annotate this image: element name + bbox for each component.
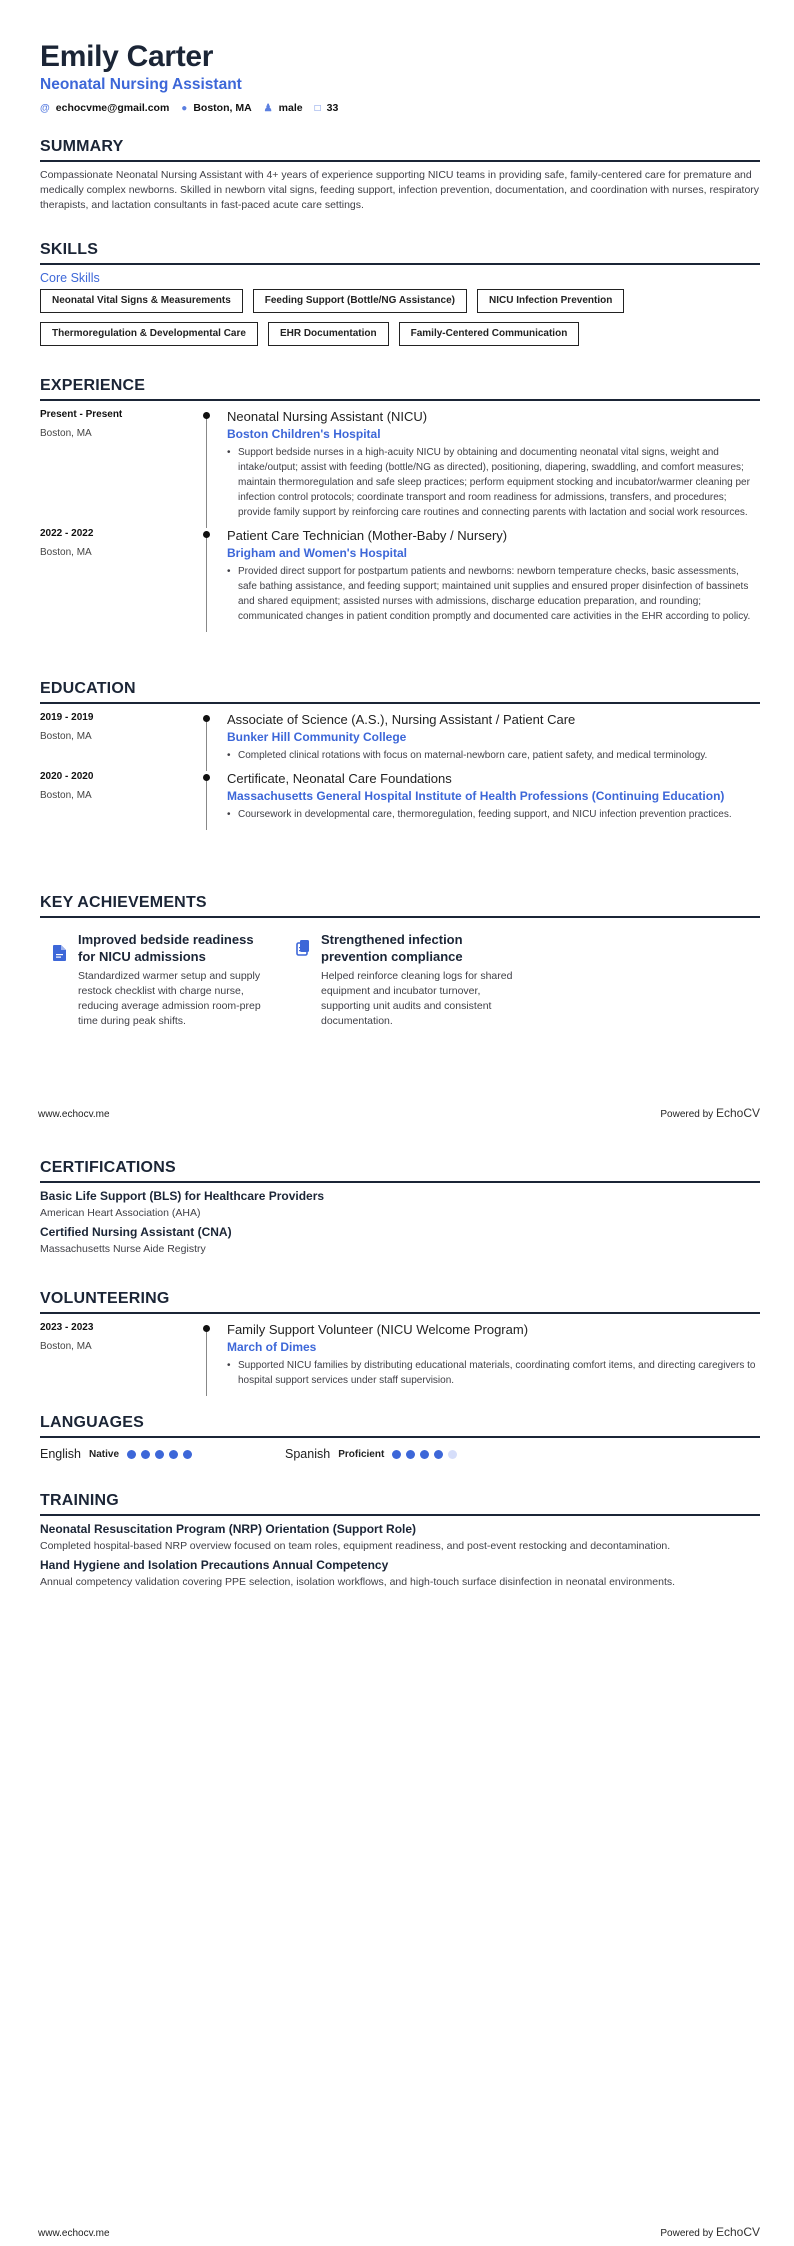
language-rating — [127, 1450, 192, 1459]
footer-site-link[interactable]: www.echocv.me — [38, 1109, 110, 1120]
cert-issuer: Massachusetts Nurse Aide Registry — [40, 1243, 206, 1255]
section-heading: SKILLS — [40, 241, 760, 265]
skill-chips — [40, 289, 740, 346]
rating-dot-empty — [448, 1450, 457, 1459]
language-name: English — [40, 1447, 81, 1461]
achievement-desc: Standardized warmer setup and supply restock checklist with charge nurse, reducing average admission room-prep time during peak shifts. — [78, 970, 261, 1027]
calendar-icon: □ — [314, 102, 321, 114]
gender: male — [278, 102, 303, 114]
entry-bullet: • Coursework in developmental care, thermoregulation, feeding support, and NICU infection prevention practices. — [227, 807, 757, 822]
timeline-dot — [203, 531, 210, 538]
skill-chip: Neonatal Vital Signs & Measurements — [40, 289, 243, 313]
location-pin-icon: ● — [181, 102, 188, 114]
training-section — [40, 1492, 760, 1588]
footer-brand[interactable]: EchoCV — [715, 1106, 760, 1120]
section-heading: VOLUNTEERING — [40, 1290, 760, 1314]
at-icon: @ — [40, 102, 50, 114]
entry-role: Neonatal Nursing Assistant (NICU) — [227, 409, 428, 424]
clipboard-icon — [296, 939, 310, 956]
achievement-item — [321, 931, 521, 1029]
person-icon: ♟ — [263, 102, 273, 114]
timeline-line — [206, 412, 207, 528]
footer-powered: Powered by — [660, 1109, 714, 1120]
email[interactable]: echocvme@gmail.com — [55, 102, 170, 114]
achievement-title: Improved bedside readiness for NICU admissions — [78, 932, 254, 964]
training-title: Hand Hygiene and Isolation Precautions Annual Competency — [40, 1558, 389, 1572]
languages-section — [40, 1414, 760, 1461]
rating-dot-filled — [155, 1450, 164, 1459]
experience-section — [40, 377, 760, 632]
education-section — [40, 680, 760, 830]
entry-role: Associate of Science (A.S.), Nursing Assistant / Patient Care — [227, 712, 576, 727]
entry-bullet: • Completed clinical rotations with focus on maternal-newborn care, patient safety, and medical terminology. — [227, 748, 757, 763]
entry-location: Boston, MA — [40, 428, 92, 439]
entry-role: Family Support Volunteer (NICU Welcome Program) — [227, 1322, 529, 1337]
education-entry — [40, 712, 760, 771]
skill-chip: Family-Centered Communication — [399, 322, 580, 346]
entry-location: Boston, MA — [40, 731, 92, 742]
entry-role: Certificate, Neonatal Care Foundations — [227, 771, 452, 786]
entry-dates: 2020 - 2020 — [40, 771, 94, 782]
experience-entry — [40, 409, 760, 528]
rating-dot-filled — [392, 1450, 401, 1459]
footer-powered: Powered by — [660, 2228, 714, 2239]
entry-bullet: • Supported NICU families by distributing educational materials, coordinating comfort items, and directing caregivers to hospital support services under staff supervision. — [227, 1358, 757, 1388]
rating-dot-filled — [434, 1450, 443, 1459]
language-level: Proficient — [338, 1448, 385, 1460]
section-heading: CERTIFICATIONS — [40, 1159, 760, 1183]
rating-dot-filled — [420, 1450, 429, 1459]
section-heading: EDUCATION — [40, 680, 760, 704]
entry-location: Boston, MA — [40, 1341, 92, 1352]
achievement-item — [78, 931, 268, 1029]
skills-section — [40, 241, 760, 346]
certifications-section — [40, 1159, 760, 1255]
rating-dot-filled — [406, 1450, 415, 1459]
entry-location: Boston, MA — [40, 790, 92, 801]
achievement-desc: Helped reinforce cleaning logs for shared equipment and incubator turnover, supporting unit audits and consistent documentation. — [321, 970, 513, 1027]
education-entry — [40, 771, 760, 830]
section-heading: TRAINING — [40, 1492, 760, 1516]
entry-bullet: • Provided direct support for postpartum patients and newborns: newborn temperature checks, basic assessments, safe bathing assistance, and feeding support; maintained unit supplies and ensured proper disinfection of bassinets and shared equipment; assisted nurses with admissions, discharge education preparation, and rounding; communicated changes in patient condition promptly and documented care activities in the EHR according to policy. — [227, 564, 757, 624]
section-heading: LANGUAGES — [40, 1414, 760, 1438]
entry-org: Bunker Hill Community College — [227, 730, 407, 744]
language-level: Native — [89, 1448, 120, 1460]
rating-dot-filled — [127, 1450, 136, 1459]
document-icon — [53, 945, 66, 961]
training-title: Neonatal Resuscitation Program (NRP) Orientation (Support Role) — [40, 1522, 417, 1536]
entry-org: Boston Children's Hospital — [227, 427, 381, 441]
language-item — [285, 1447, 457, 1461]
volunteering-section — [40, 1290, 760, 1396]
entry-dates: 2023 - 2023 — [40, 1322, 94, 1333]
timeline-dot — [203, 774, 210, 781]
summary-text: Compassionate Neonatal Nursing Assistant with 4+ years of experience supporting NICU teams in providing safe, family-centered care for premature and medically complex newborns. Skilled in newborn vital signs, feeding support, infection prevention, documentation, and coordination with nurses, respiratory therapists, and lactation consultants in fast-paced acute care settings. — [40, 169, 760, 211]
entry-bullet: • Support bedside nurses in a high-acuity NICU by obtaining and documenting neonatal vital signs, weight and intake/output; assist with feeding (bottle/NG as directed), positioning, diapering, swaddling, and comfort measures; maintain thermoregulation and safe sleep practices; perform equipment stocking and incubator/warmer cleaning per infection control protocols; coordinate transport and room readiness for admissions, transfers, and procedures; provide family support by reinforcing care routines and connecting parents with lactation and social work resources. — [227, 445, 757, 520]
timeline-dot — [203, 1325, 210, 1332]
volunteering-entry — [40, 1322, 760, 1396]
training-desc: Completed hospital-based NRP overview focused on team roles, equipment readiness, and post-event restocking and decontamination. — [40, 1540, 671, 1552]
entry-org: Massachusetts General Hospital Institute of Health Professions (Continuing Education) — [227, 789, 725, 803]
skill-chip: Thermoregulation & Developmental Care — [40, 322, 258, 346]
language-name: Spanish — [285, 1447, 331, 1461]
section-heading: KEY ACHIEVEMENTS — [40, 894, 760, 918]
skill-chip: Feeding Support (Bottle/NG Assistance) — [253, 289, 467, 313]
candidate-name: Emily Carter — [40, 40, 214, 73]
skill-chip: NICU Infection Prevention — [477, 289, 624, 313]
age: 33 — [326, 102, 339, 114]
timeline-line — [206, 774, 207, 830]
entry-dates: 2022 - 2022 — [40, 528, 94, 539]
experience-entry — [40, 528, 760, 632]
location: Boston, MA — [193, 102, 252, 114]
timeline-line — [206, 715, 207, 771]
rating-dot-filled — [169, 1450, 178, 1459]
timeline-dot — [203, 715, 210, 722]
skill-chip: EHR Documentation — [268, 322, 389, 346]
summary-section — [40, 138, 760, 213]
rating-dot-filled — [141, 1450, 150, 1459]
achievement-title: Strengthened infection prevention compliance — [321, 932, 463, 964]
page-footer — [38, 1106, 760, 1120]
entry-dates: 2019 - 2019 — [40, 712, 94, 723]
entry-role: Patient Care Technician (Mother-Baby / Nursery) — [227, 528, 508, 543]
entry-dates: Present - Present — [40, 409, 123, 420]
section-heading: SUMMARY — [40, 138, 760, 162]
footer-site-link[interactable]: www.echocv.me — [38, 2228, 110, 2239]
rating-dot-filled — [183, 1450, 192, 1459]
section-heading: EXPERIENCE — [40, 377, 760, 401]
timeline-dot — [203, 412, 210, 419]
training-desc: Annual competency validation covering PPE selection, isolation workflows, and high-touch surface disinfection in neonatal environments. — [40, 1576, 676, 1588]
language-item — [40, 1447, 285, 1461]
skill-group-label: Core Skills — [40, 271, 100, 285]
timeline-line — [206, 1325, 207, 1396]
timeline-line — [206, 531, 207, 632]
footer-brand[interactable]: EchoCV — [715, 2225, 760, 2239]
cert-issuer: American Heart Association (AHA) — [40, 1207, 201, 1219]
entry-org: March of Dimes — [227, 1340, 317, 1354]
resume-header — [40, 40, 760, 114]
entry-location: Boston, MA — [40, 547, 92, 558]
page-footer — [38, 2225, 760, 2239]
language-rating — [392, 1450, 457, 1459]
contact-row — [40, 102, 760, 114]
cert-title: Basic Life Support (BLS) for Healthcare Providers — [40, 1189, 325, 1203]
cert-title: Certified Nursing Assistant (CNA) — [40, 1225, 232, 1239]
entry-org: Brigham and Women's Hospital — [227, 546, 407, 560]
achievements-section — [40, 894, 760, 918]
candidate-title: Neonatal Nursing Assistant — [40, 76, 242, 93]
